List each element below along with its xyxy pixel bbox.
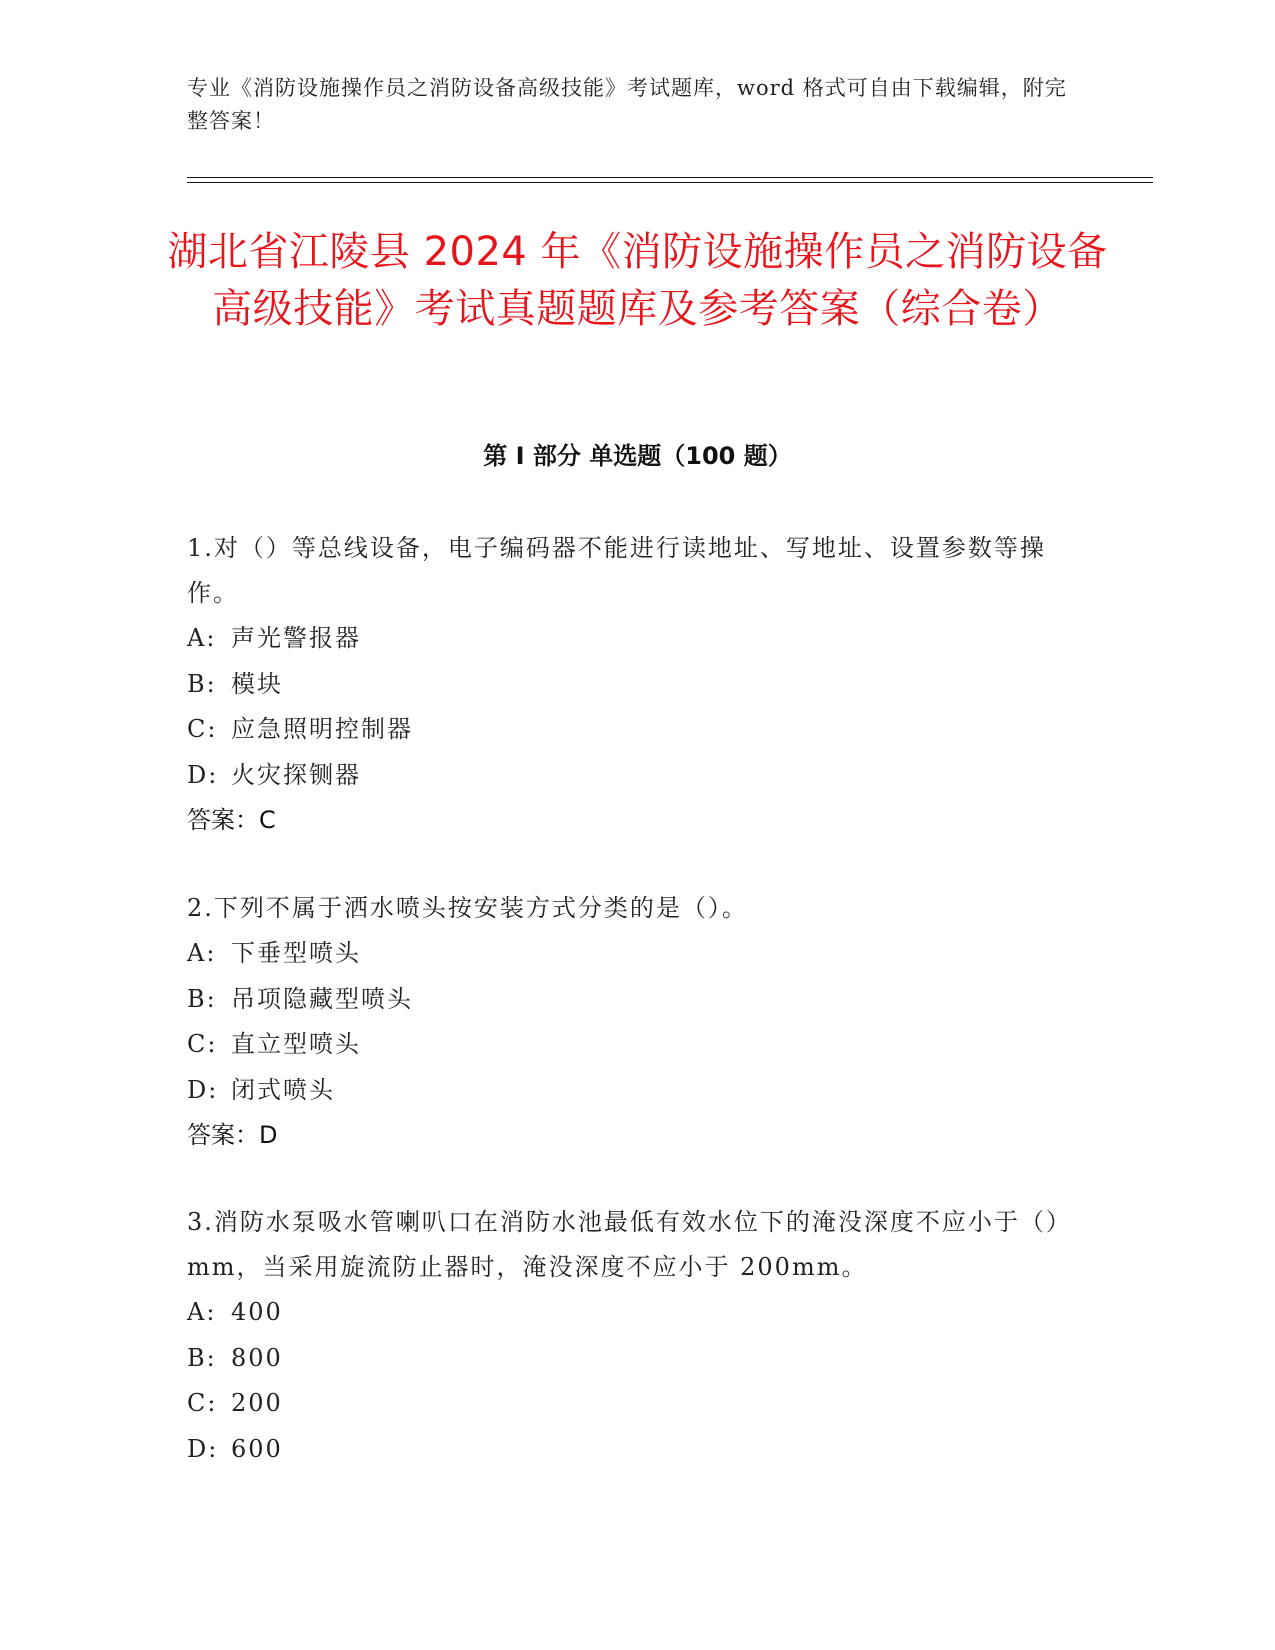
option-letter: B: (187, 669, 217, 698)
option-b (187, 1336, 1067, 1382)
option-letter: A: (187, 939, 217, 967)
option-letter: C: (187, 1389, 218, 1417)
question-stem: 1.对（）等总线设备，电子编码器不能进行读地址、写地址、设置参数等操作。 (187, 534, 1046, 607)
option-letter: A: (187, 624, 217, 652)
option-text: 应急照明控制器 (231, 715, 413, 743)
section-heading: 第 I 部分 单选题（100 题） (483, 442, 792, 470)
option-d (187, 1068, 1067, 1114)
question-stem: 2.下列不属于洒水喷头按安装方式分类的是（）。 (187, 894, 748, 922)
answer: 答案：C (187, 806, 276, 834)
option-letter: B: (187, 1343, 217, 1372)
option-text: 600 (231, 1434, 283, 1463)
option-text: 声光警报器 (231, 624, 361, 652)
option-d (187, 753, 1067, 799)
option-text: 200 (231, 1389, 283, 1417)
header-note: 专业《消防设施操作员之消防设备高级技能》考试题库，word 格式可自由下载编辑，附完整答案！ (187, 76, 1067, 133)
question-1 (187, 526, 1067, 843)
question-2 (187, 886, 1067, 1158)
option-letter: D: (187, 1075, 219, 1104)
option-letter: A: (187, 1298, 217, 1326)
option-text: 800 (231, 1343, 283, 1372)
option-d (187, 1427, 1067, 1473)
header-divider-bottom (187, 182, 1153, 183)
option-text: 400 (231, 1298, 283, 1326)
option-a (187, 1290, 1067, 1336)
option-text: 闭式喷头 (231, 1075, 335, 1104)
option-text: 吊项隐藏型喷头 (231, 984, 413, 1013)
option-c (187, 707, 1067, 753)
option-letter: B: (187, 984, 217, 1013)
option-a (187, 616, 1067, 662)
option-letter: C: (187, 715, 218, 743)
option-b (187, 977, 1067, 1023)
option-c (187, 1022, 1067, 1068)
header-divider-top (187, 177, 1153, 178)
option-text: 火灾探铡器 (231, 760, 361, 789)
answer: 答案：D (187, 1121, 278, 1149)
option-text: 模块 (231, 669, 283, 698)
option-a (187, 931, 1067, 977)
option-letter: D: (187, 760, 219, 789)
option-b (187, 662, 1067, 708)
question-stem: 3.消防水泵吸水管喇叭口在消防水池最低有效水位下的淹没深度不应小于（）mm，当采用旋流防止器时，淹没深度不应小于 200mm。 (187, 1208, 1060, 1281)
option-letter: C: (187, 1030, 218, 1058)
question-3 (187, 1200, 1067, 1472)
option-text: 下垂型喷头 (231, 939, 361, 967)
option-c (187, 1381, 1067, 1427)
document-title: 湖北省江陵县 2024 年《消防设施操作员之消防设备高级技能》考试真题题库及参考答案（综合卷） (167, 229, 1108, 332)
option-letter: D: (187, 1434, 219, 1463)
option-text: 直立型喷头 (231, 1030, 361, 1058)
